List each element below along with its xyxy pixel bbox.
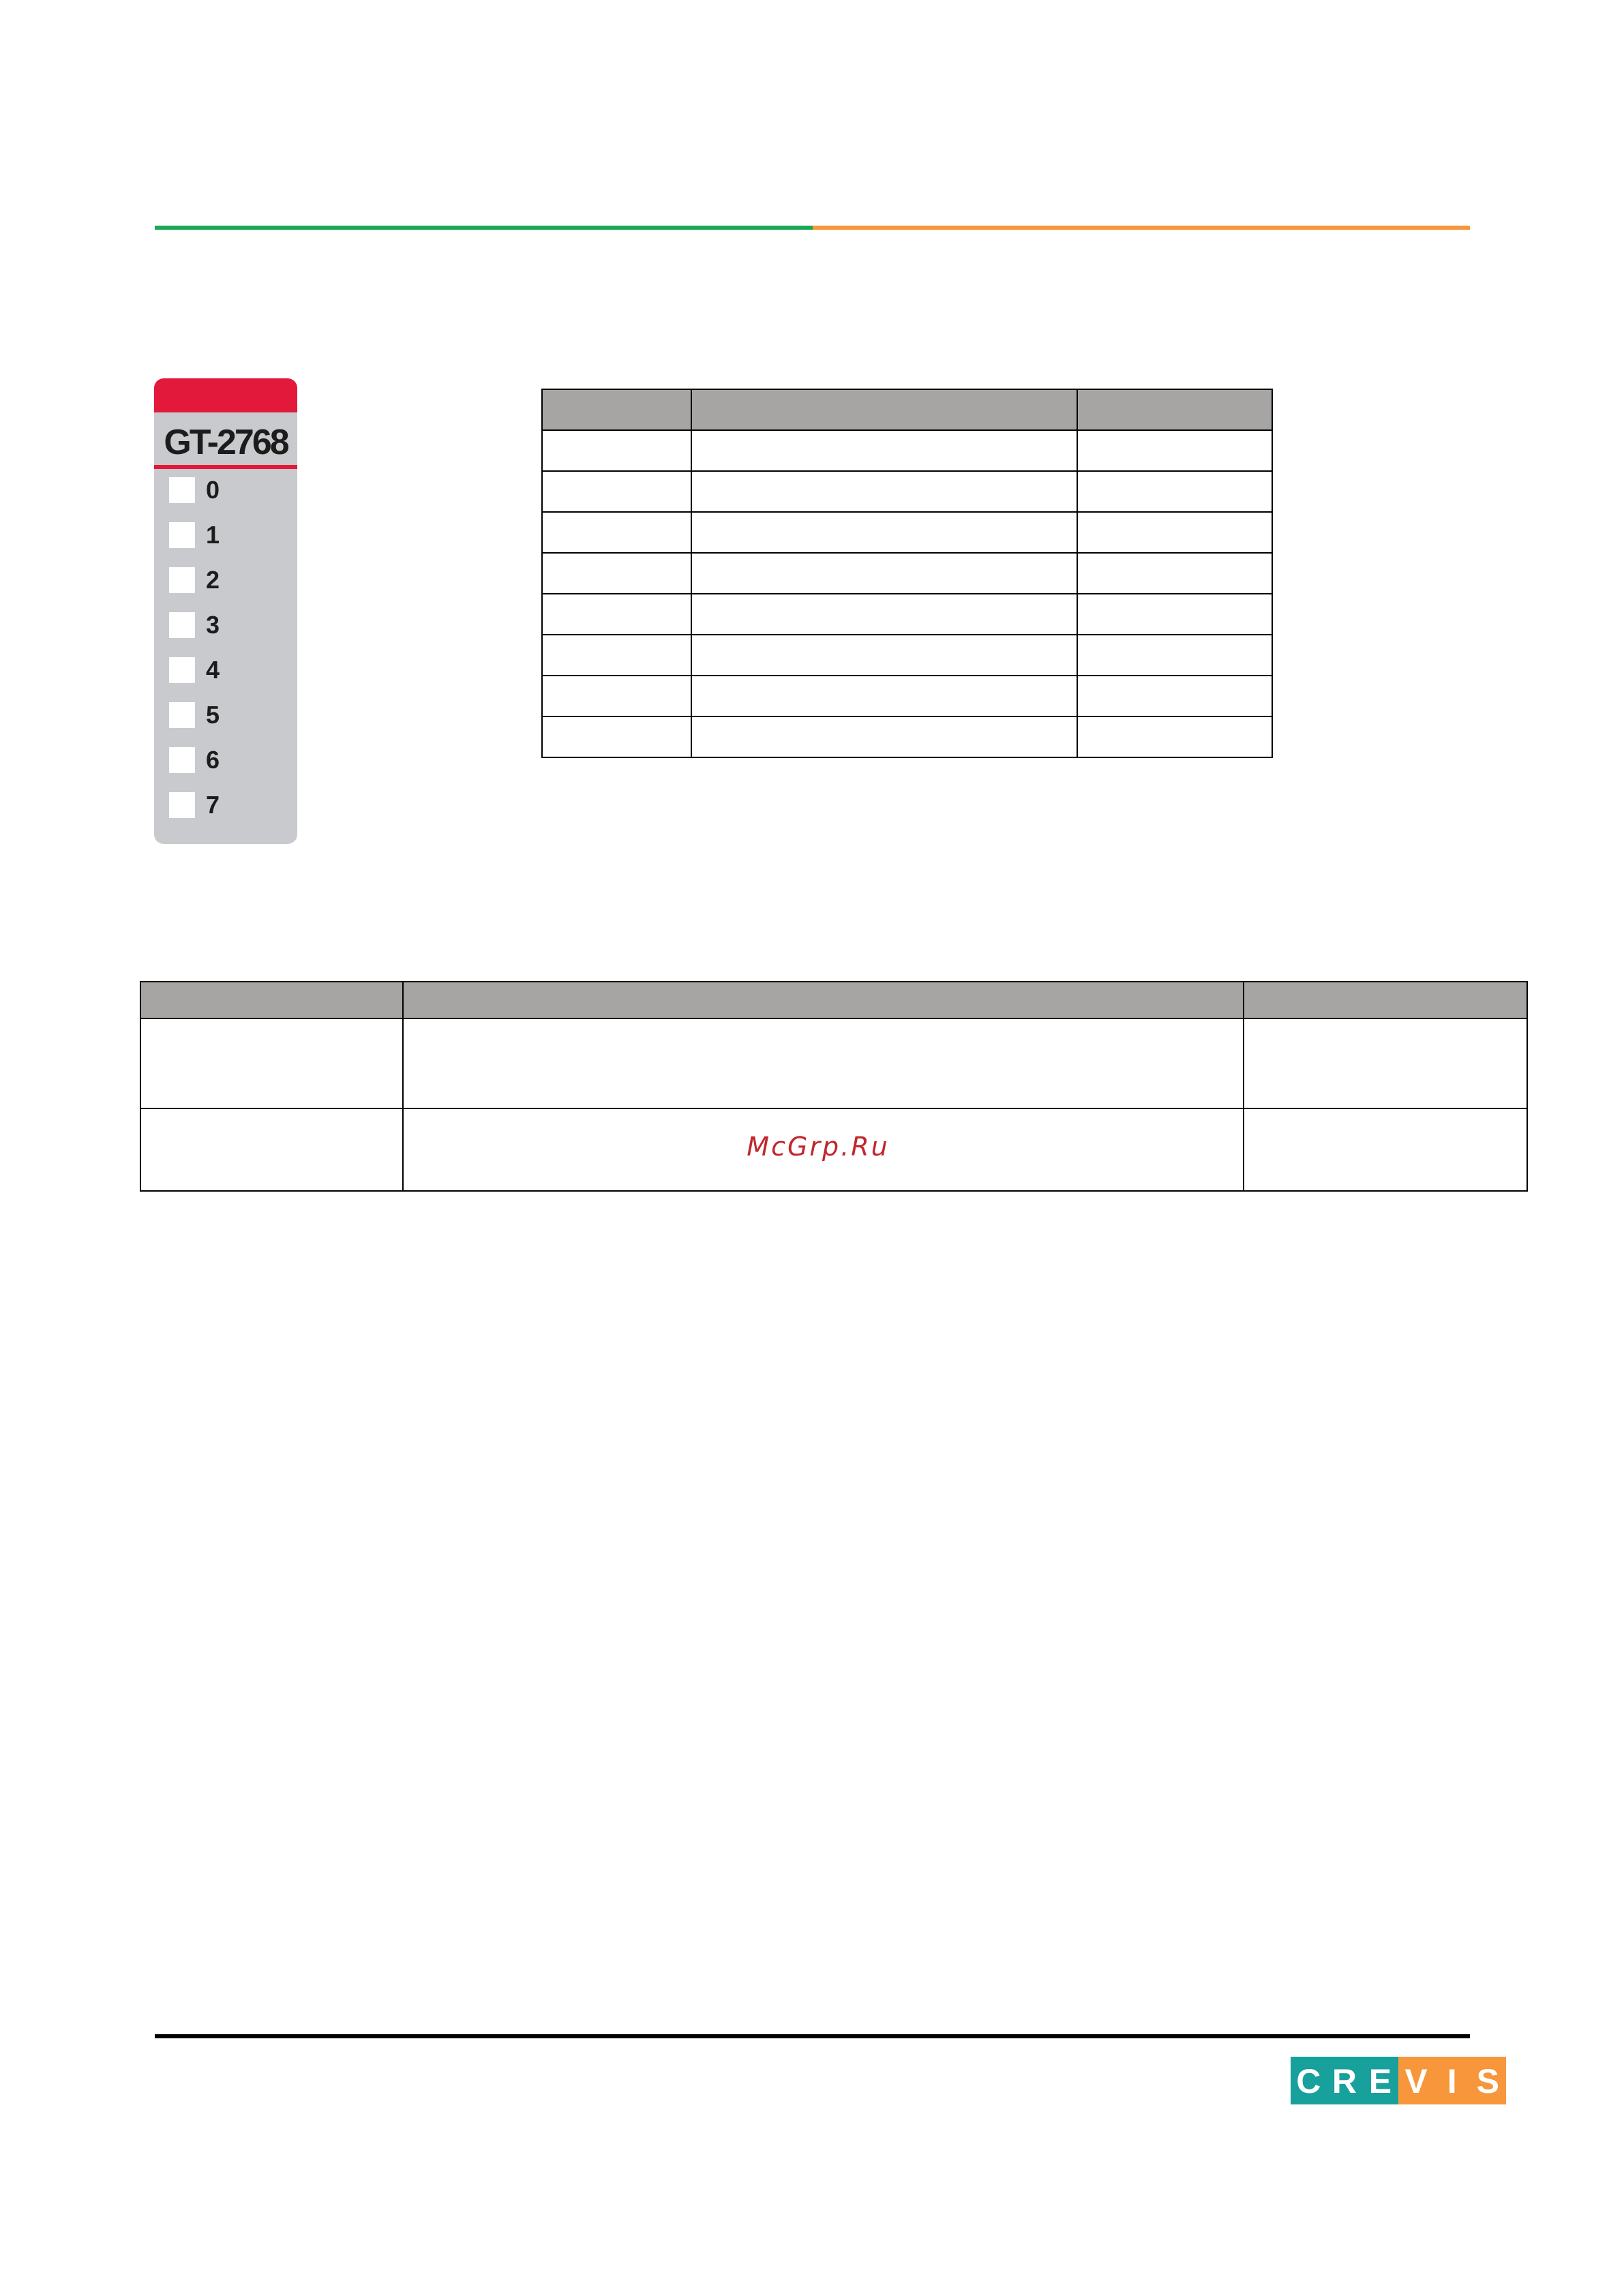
table-row bbox=[542, 716, 1272, 757]
led-module-figure bbox=[154, 378, 297, 844]
table-cell bbox=[691, 553, 1077, 594]
table-header-row bbox=[542, 389, 1272, 430]
led-indicator bbox=[169, 612, 195, 638]
table-cell bbox=[542, 471, 691, 512]
module-model-label: GT-2768 bbox=[164, 423, 288, 462]
led-label: 0 bbox=[206, 476, 220, 504]
header-rule-orange bbox=[813, 226, 1470, 230]
table-cell bbox=[1077, 553, 1272, 594]
led-indicator bbox=[169, 522, 195, 548]
table-header-cell bbox=[691, 389, 1077, 430]
table-row bbox=[542, 676, 1272, 716]
led-label: 6 bbox=[206, 746, 220, 774]
module-red-cap bbox=[154, 378, 297, 412]
led-label: 1 bbox=[206, 521, 220, 549]
logo-letter: S bbox=[1470, 2057, 1506, 2104]
table-header-cell bbox=[542, 389, 691, 430]
table-cell bbox=[542, 512, 691, 553]
logo-letter: R bbox=[1327, 2057, 1363, 2104]
table-cell bbox=[691, 676, 1077, 716]
table-row bbox=[542, 512, 1272, 553]
table-cell bbox=[691, 471, 1077, 512]
led-label: 5 bbox=[206, 701, 220, 729]
led-label: 7 bbox=[206, 791, 220, 819]
table-cell bbox=[691, 512, 1077, 553]
table-header-row bbox=[140, 982, 1527, 1018]
table-cell bbox=[542, 635, 691, 676]
table-cell bbox=[691, 716, 1077, 757]
crevis-logo bbox=[1291, 2057, 1506, 2104]
led-label: 2 bbox=[206, 566, 220, 594]
table-cell bbox=[140, 1018, 403, 1108]
table-cell bbox=[1077, 716, 1272, 757]
table-cell bbox=[542, 594, 691, 635]
table-cell bbox=[542, 676, 691, 716]
table-row bbox=[542, 471, 1272, 512]
table-header-cell bbox=[140, 982, 403, 1018]
table-cell bbox=[691, 430, 1077, 471]
led-indicator bbox=[169, 567, 195, 593]
logo-letter: E bbox=[1362, 2057, 1398, 2104]
table-cell bbox=[1077, 512, 1272, 553]
table-cell bbox=[691, 635, 1077, 676]
led-description-table bbox=[541, 389, 1273, 758]
led-label: 4 bbox=[206, 656, 220, 684]
table-cell bbox=[140, 1108, 403, 1191]
table-cell bbox=[542, 553, 691, 594]
table-cell bbox=[1244, 1108, 1527, 1191]
table-cell bbox=[1244, 1018, 1527, 1108]
table-cell bbox=[1077, 594, 1272, 635]
table-cell bbox=[542, 430, 691, 471]
table-row bbox=[140, 1018, 1527, 1108]
logo-letter: V bbox=[1398, 2057, 1434, 2104]
table-header-cell bbox=[1077, 389, 1272, 430]
table-cell bbox=[542, 716, 691, 757]
led-indicator bbox=[169, 657, 195, 683]
table-row bbox=[542, 594, 1272, 635]
table-cell bbox=[403, 1018, 1244, 1108]
table-cell bbox=[1077, 471, 1272, 512]
table-row bbox=[542, 553, 1272, 594]
table-row bbox=[542, 635, 1272, 676]
table-header-cell bbox=[403, 982, 1244, 1018]
led-indicator bbox=[169, 702, 195, 728]
header-rule-green bbox=[155, 226, 813, 230]
module-red-line bbox=[154, 465, 297, 469]
led-indicator bbox=[169, 792, 195, 818]
table-cell bbox=[1077, 635, 1272, 676]
table-cell bbox=[691, 594, 1077, 635]
table-header-cell bbox=[1244, 982, 1527, 1018]
footer-rule bbox=[155, 2034, 1470, 2038]
led-label: 3 bbox=[206, 611, 220, 639]
logo-letter: C bbox=[1291, 2057, 1327, 2104]
watermark-text: McGrp.Ru bbox=[747, 1132, 890, 1162]
table-cell bbox=[1077, 676, 1272, 716]
table-row bbox=[542, 430, 1272, 471]
logo-letter: I bbox=[1434, 2057, 1470, 2104]
led-indicator bbox=[169, 477, 195, 503]
led-indicator bbox=[169, 747, 195, 773]
table-cell bbox=[1077, 430, 1272, 471]
